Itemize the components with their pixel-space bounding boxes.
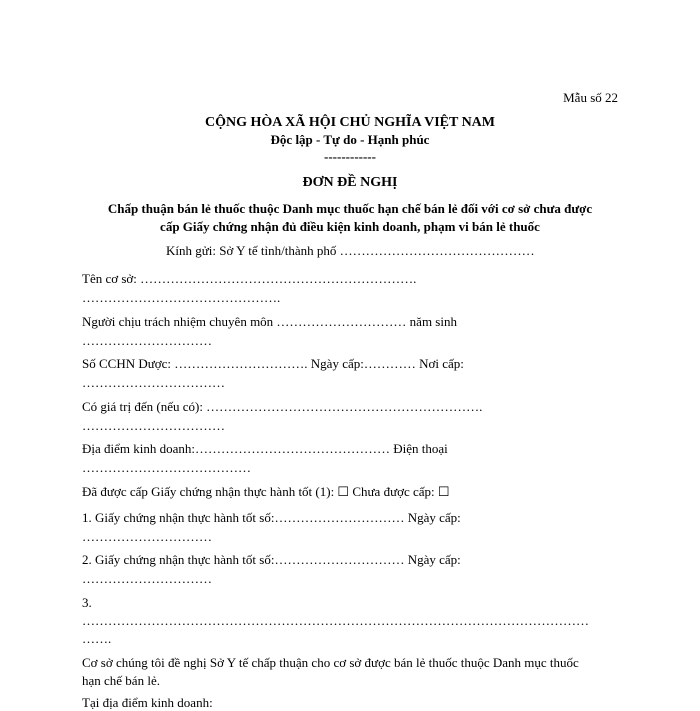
gpp-certificate-1-continuation: ………………………… xyxy=(82,529,212,544)
gpp-certificate-2-line: 2. Giấy chứng nhận thực hành tốt số:………………………… Ngày cấp: xyxy=(82,552,461,567)
validity-continuation: …………………………… xyxy=(82,418,225,433)
license-number-line: Số CCHN Dược: …………………………. Ngày cấp:………… Nơi cấp: xyxy=(82,356,464,371)
gpp-certificate-2-continuation: ………………………… xyxy=(82,571,212,586)
facility-name-continuation: ………………………………………. xyxy=(82,290,281,305)
responsible-person-continuation: ………………………… xyxy=(82,333,212,348)
validity-line: Có giá trị đến (nếu có): ………………………………………………………. xyxy=(82,399,483,414)
business-location-line: Địa điểm kinh doanh:……………………………………… Điện thoại xyxy=(82,441,448,456)
gpp-certificate-1-line: 1. Giấy chứng nhận thực hành tốt số:………………………… Ngày cấp: xyxy=(82,510,461,525)
subtitle-line: Chấp thuận bán lẻ thuốc thuộc Danh mục thuốc hạn chế bán lẻ đối với cơ sở chưa được xyxy=(107,201,593,216)
addressee: Kính gửi: Sở Y tế tỉnh/thành phố ……………………………………… xyxy=(166,243,535,258)
document-subtitle xyxy=(0,200,700,236)
request-paragraph-line: Cơ sở chúng tôi đề nghị Sở Y tế chấp thuận cho cơ sở được bán lẻ thuốc thuộc Danh mục thuốc xyxy=(82,655,579,670)
document-title: ĐƠN ĐỀ NGHỊ xyxy=(302,175,398,190)
form-number: Mẫu số 22 xyxy=(563,90,618,105)
request-paragraph-line: hạn chế bán lẻ. xyxy=(82,673,160,688)
responsible-person-line: Người chịu trách nhiệm chuyên môn ………………………… năm sinh xyxy=(82,314,457,329)
item-3-dots-end: ……. xyxy=(82,631,112,646)
subtitle-line: cấp Giấy chứng nhận đủ điều kiện kinh doanh, phạm vi bán lẻ thuốc xyxy=(160,219,540,234)
gpp-status-line: Đã được cấp Giấy chứng nhận thực hành tốt (1): ☐ Chưa được cấp: ☐ xyxy=(82,484,450,499)
business-location-continuation: ………………………………… xyxy=(82,460,251,475)
motto: Độc lập - Tự do - Hạnh phúc xyxy=(270,132,430,147)
item-3-line: 3. xyxy=(82,595,92,610)
item-3-dots: ……………………………………………………………………………………………………… xyxy=(82,613,589,628)
business-location-label: Tại địa điểm kinh doanh: xyxy=(82,695,213,710)
republic-heading: CỘNG HÒA XÃ HỘI CHỦ NGHĨA VIỆT NAM xyxy=(204,115,495,130)
separator: ------------ xyxy=(324,149,376,164)
license-number-continuation: …………………………… xyxy=(82,375,225,390)
facility-name-line: Tên cơ sở: ………………………………………………………. xyxy=(82,271,417,286)
